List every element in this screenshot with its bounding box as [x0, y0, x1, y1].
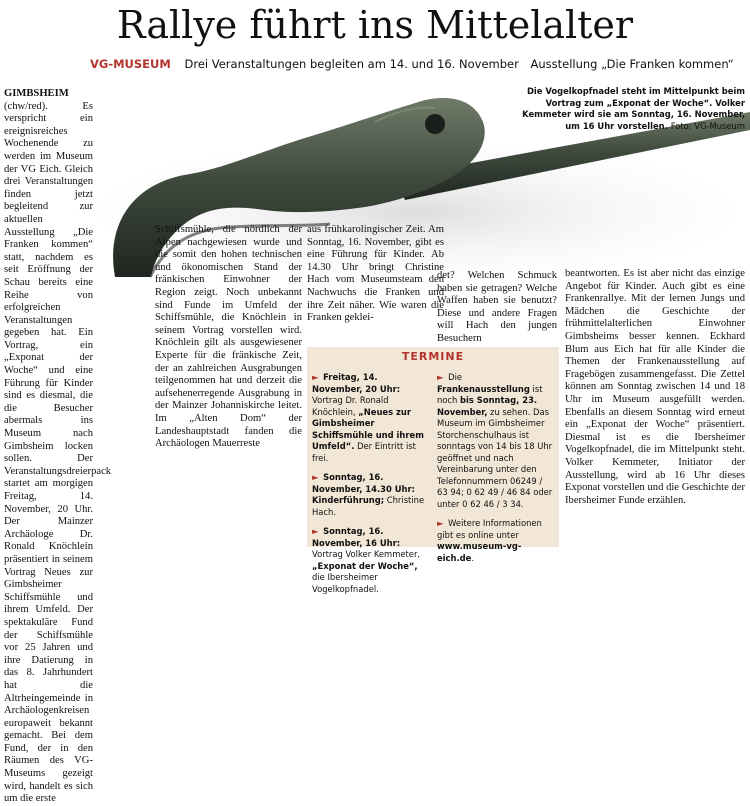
col2-text: Schiffsmühle, die nördlich der Alpen nachgewiesen wurde und die somit den hohen technischen und ökonomischen Stand der fränkischen Einwohner der Region zeigt. Noch unbekannt sind Funde im Umfeld der Schiffsmühle, die Knöchlein in seinem Vortrag vorstellen wird. Knöchlein gilt als ausgewiesener Experte für die fränkische Zeit, der an zahlreichen Ausgrabungen teilgenommen hat und derzeit die aufsehenerregende Ausgrabung in der Mainzer Johanniskirche leitet. Im „Alten Dom“ der Landeshauptstadt fanden die Archäologen Mauerreste: [155, 224, 302, 450]
col5-text: beantworten. Es ist aber nicht das einzige Angebot für Kinder. Auch gibt es eine Frankenrallye. Mit der lernen Jungs und Mädchen die Geschichte der frühmittelalterlichen Einwohner Gimbsheims besser kennen. Eckhard Blum aus Eich hat für alle Kinder die Themen der Frankenausstellung auf Fragebögen zusammengefasst. Die Zettel können am Sonntag zwischen 14 und 18 Uhr im Museum ausgefüllt werden. Ebenfalls an diesem Sonntag wird erneut ein „Exponat der Woche“ präsentiert. Diesmal ist es die Ibersheimer Vogelkopfnadel, die im Mittelpunkt steht. Volker Kemmeter, Initiator der Ausstellung, wird ab 16 Uhr dieses Exponat vorstellen und die Geschichte der Ibersheimer Funde erzählen.: [565, 268, 745, 506]
arrow-right-icon: ►: [437, 518, 444, 528]
termine-item: ► Sonntag, 16. November, 14.30 Uhr: Kinderführung; Christine Hach.: [312, 472, 425, 517]
article-column-2: [155, 224, 302, 451]
arrow-right-icon: ►: [312, 526, 319, 536]
termine-item: ► Freitag, 14. November, 20 Uhr: Vortrag Dr. Ronald Knöchlein, „Neues zur Gimbsheimer Schiffsmühle und ihrem Umfeld“. Der Eintritt ist frei.: [312, 372, 424, 463]
subline-text-2: Ausstellung „Die Franken kommen“: [530, 57, 734, 71]
article-column-1: [4, 88, 112, 806]
termine-right-column: [437, 372, 555, 572]
col3-text: aus frühkarolingischer Zeit. Am Sonntag, 16. November, gibt es eine Führung für Kinder. Ab 14.30 Uhr bringt Christine Hach vom Museumsteam den Nachwuchs die Franken und ihre Zeit näher. Wie waren die Franken geklei-: [307, 224, 444, 324]
termine-heading: TERMINE: [401, 350, 465, 363]
termine-item: ► Die Frankenausstellung ist noch bis Sonntag, 23. November, zu sehen. Das Museum im Gimbsheimer Storchenschulhaus ist sonntags von 14 bis 18 Uhr geöffnet und nach Vereinbarung unter den Telefonnummern 06249 / 63 94; 0 62 49 / 46 84 oder unter 0 62 46 / 3 34.: [437, 372, 553, 509]
col1-text: (chw/red). Es verspricht ein ereignisreiches Wochenende zu werden im Museum der VG Eich. Gleich drei Veranstaltungen finden jetzt begleitend zur aktuellen Ausstellung „Die Franken kommen“ statt, nachdem es seit Eröffnung der Schau bereits eine Reihe von erfolgreichen Veranstaltungen gegeben hat. Ein Vortrag, ein „Exponat der Woche“ und eine Führung für Kinder sind es diesmal, die die Besucher abermals ins Museum nach Gimbsheim locken sollen. Der Veranstaltungsdreierpack startet am morgigen Freitag, 14. November, 20 Uhr. Der Mainzer Archäologe Dr. Ronald Knöchlein präsentiert in seinem Vortrag Neues zur Gimbsheimer Schiffsmühle und ihrem Umfeld. Der spektakuläre Fund der Schiffsmühle vor 25 Jahren und ihre Datierung in das 8. Jahrhundert hat die Altrheingemeinde in Archäologenkreisen europaweit bekannt gemacht. Bei dem Fund, der in den Räumen des VG-Museums gezeigt wird, handelt es sich um die erste: [4, 100, 112, 805]
museum-website-link[interactable]: www.museum-vg-eich.de: [437, 541, 522, 563]
kicker: VG-MUSEUM: [90, 57, 171, 71]
dateline: GIMBSHEIM: [4, 88, 69, 99]
arrow-right-icon: ►: [312, 472, 319, 482]
col4-text: det? Welchen Schmuck haben sie getragen? Welche Waffen haben sie benutzt? Diese und andere Fragen will Hach den jungen Besuchern: [437, 270, 557, 344]
termine-left-column: [312, 372, 430, 603]
termine-item: ► Sonntag, 16. November, 16 Uhr: Vortrag Volker Kemmeter, „Exponat der Woche“, die Ibersheimer Vogelkopfnadel.: [312, 526, 421, 594]
photo-credit: Foto: VG-Museum: [670, 120, 745, 131]
article-column-3: [307, 224, 444, 325]
article-column-4: [437, 270, 557, 346]
termine-item: ► Weitere Informationen gibt es online unter www.museum-vg-eich.de.: [437, 518, 542, 563]
photo-caption: [515, 86, 745, 132]
caption-text: Die Vogelkopfnadel steht im Mittelpunkt beim Vortrag zum „Exponat der Woche“. Volker Kemmeter wird sie am Sonntag, 16. November, um 16 Uhr vorstellen.: [522, 86, 745, 131]
subline: [90, 56, 734, 72]
arrow-right-icon: ►: [312, 372, 319, 382]
headline: Rallye führt ins Mittelalter: [116, 3, 634, 47]
subline-text-1: Drei Veranstaltungen begleiten am 14. und 16. November: [184, 57, 519, 71]
arrow-right-icon: ►: [437, 372, 444, 382]
article-column-5: [565, 268, 745, 507]
